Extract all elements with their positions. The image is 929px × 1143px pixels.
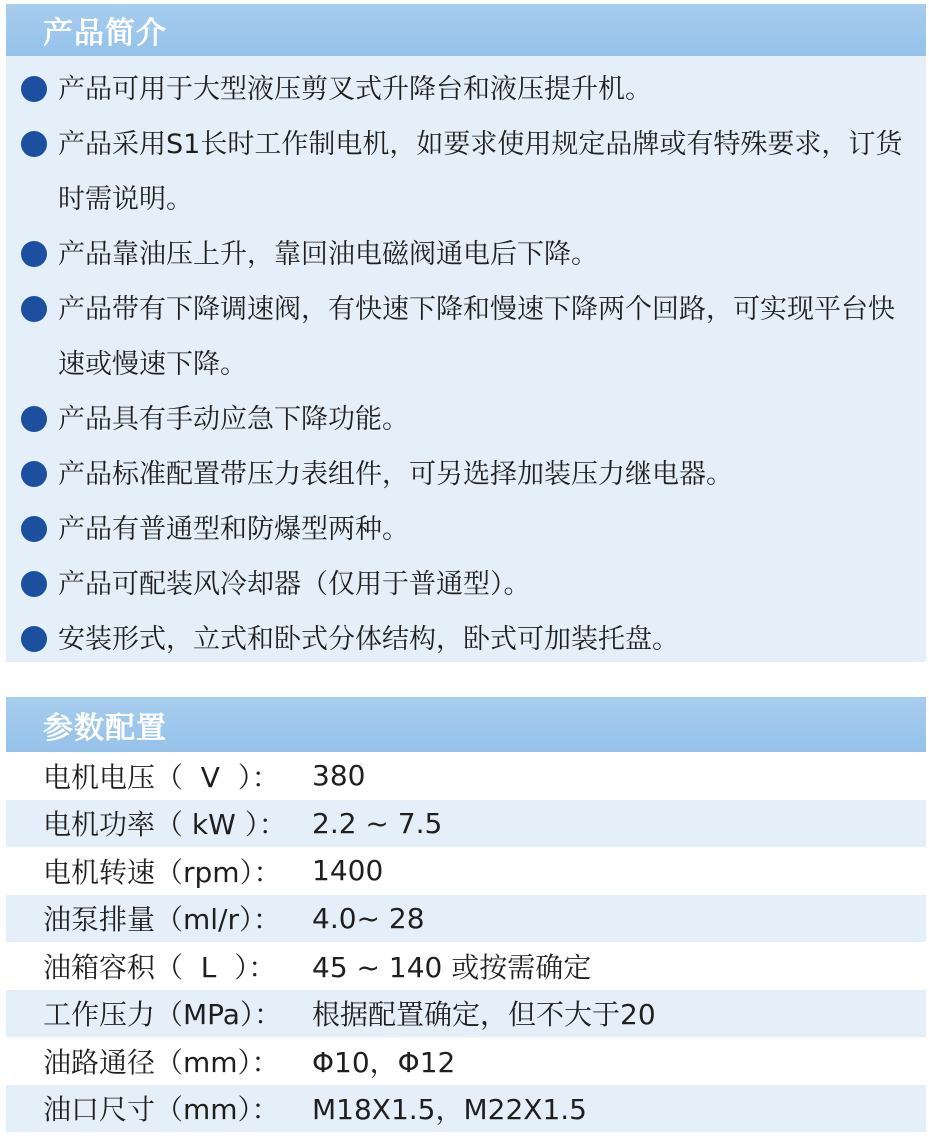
list-item <box>6 502 926 557</box>
list-item-text: 产品可配装风冷却器（仅用于普通型）。 <box>58 569 531 600</box>
param-label: 电机转速（rpm）： <box>43 855 282 889</box>
params-table <box>6 752 926 1132</box>
list-item-text: 产品有普通型和防爆型两种。 <box>58 514 409 545</box>
list-item <box>6 117 926 227</box>
table-row <box>6 895 926 943</box>
param-label: 油箱容积（ L ）： <box>43 950 277 984</box>
param-value: Φ10，Φ12 <box>312 1045 456 1079</box>
table-row <box>6 942 926 990</box>
list-item-text: 产品可用于大型液压剪叉式升降台和液压提升机。 <box>58 74 652 105</box>
param-value: 380 <box>312 759 366 793</box>
list-item <box>6 227 926 282</box>
list-item <box>6 392 926 447</box>
param-value: 4.0~ 28 <box>312 901 425 935</box>
table-row <box>6 1085 926 1133</box>
param-value: M18X1.5，M22X1.5 <box>312 1093 587 1127</box>
bullet-dot-icon <box>21 296 47 322</box>
param-value: 45 ~ 140 或按需确定 <box>312 950 592 984</box>
bullet-dot-icon <box>21 131 47 157</box>
bullet-dot-icon <box>21 461 47 487</box>
list-item-text: 产品具有手动应急下降功能。 <box>58 404 409 435</box>
table-row <box>6 990 926 1038</box>
params-section-title: 参数配置 <box>43 710 167 746</box>
bullet-dot-icon <box>21 241 47 267</box>
list-item-text: 产品采用S1长时工作制电机，如要求使用规定品牌或有特殊要求，订货时需说明。 <box>58 129 903 215</box>
list-item <box>6 62 926 117</box>
param-label: 油泵排量（ml/r）： <box>43 903 282 937</box>
list-item-text: 产品带有下降调速阀，有快速下降和慢速下降两个回路，可实现平台快速或慢速下降。 <box>58 294 895 380</box>
params-section-header <box>6 697 926 752</box>
list-item-text: 安装形式，立式和卧式分体结构，卧式可加装托盘。 <box>58 624 679 655</box>
intro-section-title: 产品简介 <box>43 16 167 51</box>
param-value: 1400 <box>312 854 384 888</box>
table-row <box>6 752 926 800</box>
param-label: 电机电压（ V ）： <box>43 760 280 794</box>
param-label: 工作压力（MPa）： <box>43 998 282 1032</box>
list-item <box>6 447 926 502</box>
list-item <box>6 282 926 392</box>
bullet-dot-icon <box>21 571 47 597</box>
intro-section-header <box>6 4 926 56</box>
param-value: 根据配置确定，但不大于20 <box>312 998 656 1032</box>
bullet-dot-icon <box>21 516 47 542</box>
intro-panel <box>6 56 926 662</box>
list-item-text: 产品靠油压上升，靠回油电磁阀通电后下降。 <box>58 239 598 270</box>
list-item <box>6 612 926 667</box>
param-label: 电机功率（ kW ）： <box>43 808 287 842</box>
bullet-dot-icon <box>21 406 47 432</box>
table-row <box>6 800 926 848</box>
table-row <box>6 847 926 895</box>
bullet-dot-icon <box>21 626 47 652</box>
table-row <box>6 1037 926 1085</box>
feature-list <box>6 62 926 667</box>
list-item <box>6 557 926 612</box>
list-item-text: 产品标准配置带压力表组件，可另选择加装压力继电器。 <box>58 459 733 490</box>
param-label: 油口尺寸（mm）： <box>43 1093 280 1127</box>
bullet-dot-icon <box>21 76 47 102</box>
param-value: 2.2 ~ 7.5 <box>312 806 443 840</box>
param-label: 油路通径（mm）： <box>43 1045 280 1079</box>
